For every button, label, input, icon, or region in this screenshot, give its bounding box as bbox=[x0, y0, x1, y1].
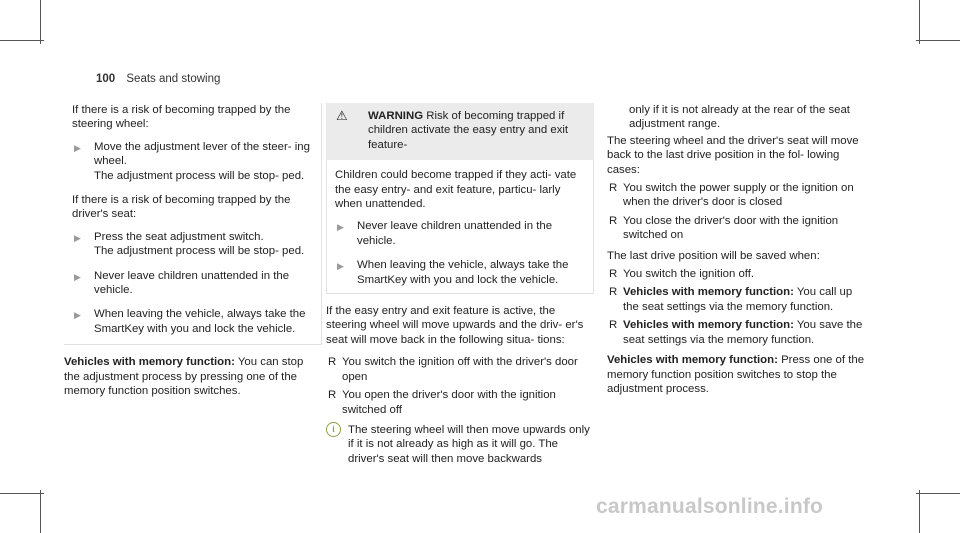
column-3 bbox=[607, 103, 869, 404]
list-item bbox=[607, 318, 869, 347]
memory-paragraph bbox=[64, 355, 322, 398]
warning-text: Risk of becoming trapped if children activate the easy entry and exit feature- bbox=[368, 110, 569, 151]
warning-header bbox=[326, 103, 594, 160]
step-text: Press the seat adjustment switch. bbox=[94, 230, 264, 243]
crop-mark bbox=[0, 40, 44, 41]
paragraph: If there is a risk of becoming trapped by the steering wheel: bbox=[72, 104, 291, 131]
memory-paragraph bbox=[607, 353, 869, 396]
page-number: 100 bbox=[96, 73, 116, 85]
step-arrow-icon: ▶ bbox=[74, 310, 81, 321]
crop-mark bbox=[40, 0, 41, 44]
bullet-marker: R bbox=[328, 389, 337, 402]
paragraph: The steering wheel and the driver's seat will move back to the last drive position in the fol- lowing cases: bbox=[607, 134, 859, 176]
bullet-marker: R bbox=[609, 319, 618, 332]
step-arrow-icon: ▶ bbox=[337, 261, 344, 272]
note-continued: only if it is not already at the rear of the seat adjustment range. bbox=[629, 104, 850, 131]
section-title: Seats and stowing bbox=[126, 73, 221, 85]
list-item bbox=[607, 285, 869, 314]
bullet-marker: R bbox=[328, 356, 337, 369]
step-item bbox=[72, 230, 313, 259]
page-header bbox=[96, 72, 220, 86]
column-1 bbox=[64, 103, 322, 407]
vehicles-text: Press one of the memory function position switches to stop the adjustment process. bbox=[607, 354, 865, 395]
warning-icon: ⚠ bbox=[336, 108, 348, 123]
list-item bbox=[326, 355, 594, 384]
step-item bbox=[72, 269, 313, 298]
bullet-marker: R bbox=[609, 182, 618, 195]
step-text: Never leave children unattended in the vehicle. bbox=[94, 269, 290, 297]
step-arrow-icon: ▶ bbox=[74, 232, 81, 243]
list-item bbox=[607, 267, 869, 281]
paragraph: The last drive position will be saved when: bbox=[607, 249, 820, 262]
paragraph: If there is a risk of becoming trapped by the driver's seat: bbox=[72, 194, 291, 221]
warning-body bbox=[326, 160, 594, 294]
step-text: When leaving the vehicle, always take the SmartKey with you and lock the vehicle. bbox=[357, 259, 569, 286]
warning-title bbox=[334, 109, 586, 152]
step-item bbox=[335, 219, 585, 248]
crop-mark bbox=[916, 40, 960, 41]
paragraph: Children could become trapped if they acti- vate the easy entry- and exit feature, particu- larly when unattended. bbox=[335, 169, 577, 211]
list-text: You switch the ignition off with the driver's door open bbox=[342, 356, 578, 383]
note-text: The steering wheel will then move upwards only if it is not already as high as it will go. The driver's seat will then move backwards bbox=[348, 423, 590, 465]
step-text: Never leave children unattended in the vehicle. bbox=[357, 220, 553, 247]
vehicles-label: Vehicles with memory function: bbox=[64, 356, 235, 369]
step-item bbox=[72, 140, 313, 183]
column-2 bbox=[326, 103, 594, 472]
info-icon: i bbox=[326, 422, 341, 437]
vehicles-label: Vehicles with memory function: bbox=[607, 354, 778, 367]
list-item bbox=[607, 181, 869, 210]
crop-mark bbox=[916, 493, 960, 494]
bullet-marker: R bbox=[609, 268, 618, 281]
step-arrow-icon: ▶ bbox=[74, 142, 81, 153]
list-item bbox=[326, 388, 594, 417]
step-arrow-icon: ▶ bbox=[74, 271, 81, 282]
step-item bbox=[72, 307, 313, 336]
bullet-marker: R bbox=[609, 214, 618, 227]
list-text: You open the driver's door with the ignition switched off bbox=[342, 389, 556, 416]
watermark: carmanualsonline.info bbox=[596, 495, 824, 518]
step-result: The adjustment process will be stop- ped. bbox=[94, 245, 305, 258]
instruction-box bbox=[64, 103, 322, 345]
list-item bbox=[607, 214, 869, 243]
step-result: The adjustment process will be stop- ped. bbox=[94, 169, 305, 182]
list-text: You switch the ignition off. bbox=[623, 268, 755, 281]
crop-mark bbox=[919, 490, 920, 533]
list-label: Vehicles with memory function: bbox=[623, 319, 794, 332]
crop-mark bbox=[919, 0, 920, 44]
step-text: Move the adjustment lever of the steer- ing wheel. bbox=[94, 140, 310, 168]
note bbox=[326, 423, 594, 466]
list-text: You close the driver's door with the ignition switched on bbox=[623, 214, 839, 242]
step-text: When leaving the vehicle, always take the SmartKey with you and lock the vehicle. bbox=[94, 308, 306, 335]
crop-mark bbox=[40, 490, 41, 533]
list-text: You call up the seat settings via the memory function. bbox=[623, 286, 853, 313]
vehicles-text: You can stop the adjustment process by pressing one of the memory function position switches. bbox=[64, 356, 304, 398]
step-item bbox=[335, 258, 585, 287]
paragraph: If the easy entry and exit feature is active, the steering wheel will move upwards and the driv- er's seat will move back in the following situa- tions: bbox=[326, 305, 584, 346]
warning-label: WARNING bbox=[368, 110, 424, 122]
list-text: You switch the power supply or the ignition on when the driver's door is closed bbox=[623, 182, 854, 209]
step-arrow-icon: ▶ bbox=[337, 222, 344, 233]
bullet-marker: R bbox=[609, 286, 618, 299]
list-label: Vehicles with memory function: bbox=[623, 286, 794, 299]
crop-mark bbox=[0, 493, 44, 494]
list-text: You save the seat settings via the memory function. bbox=[623, 319, 863, 346]
